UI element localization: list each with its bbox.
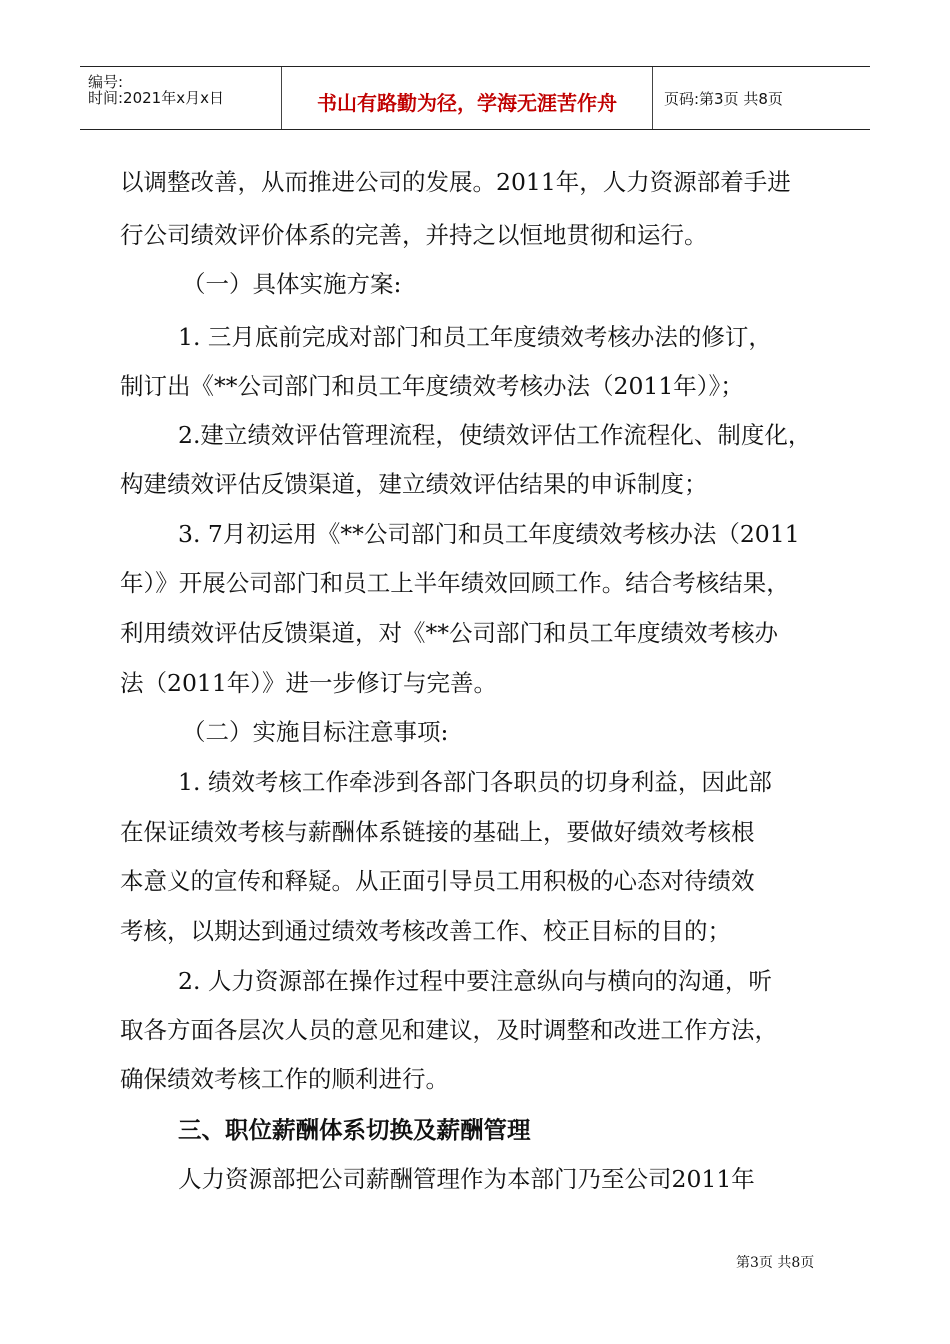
text-line: 制订出《**公司部门和员工年度绩效考核办法（2011年）》； — [120, 372, 744, 400]
text-line: 1. 绩效考核工作牵涉到各部门各职员的切身利益，因此部 — [178, 768, 772, 796]
header-meta — [80, 67, 280, 129]
text-line: 利用绩效评估反馈渠道，对《**公司部门和员工年度绩效考核办 — [120, 619, 778, 647]
text-line: 2.建立绩效评估管理流程，使绩效评估工作流程化、制度化， — [178, 421, 812, 449]
text-line: 年）》开展公司部门和员工上半年绩效回顾工作。结合考核结果， — [120, 569, 790, 597]
text-line: 1. 三月底前完成对部门和员工年度绩效考核办法的修订， — [178, 323, 772, 351]
chapter-heading: 三、职位薪酬体系切换及薪酬管理 — [178, 1116, 531, 1144]
page-header — [80, 66, 870, 130]
section-heading: （二）实施目标注意事项: — [182, 718, 449, 746]
text-line: 确保绩效考核工作的顺利进行。 — [120, 1065, 449, 1093]
text-line: 考核，以期达到通过绩效考核改善工作、校正目标的目的； — [120, 917, 731, 945]
text-line: 取各方面各层次人员的意见和建议，及时调整和改进工作方法， — [120, 1016, 778, 1044]
footer-page-number: 第3页 共8页 — [736, 1255, 815, 1271]
text-line: 3. 7月初运用《**公司部门和员工年度绩效考核办法（2011 — [178, 520, 800, 548]
text-line: 在保证绩效考核与薪酬体系链接的基础上，要做好绩效考核根 — [120, 818, 755, 846]
text-line: 构建绩效评估反馈渠道，建立绩效评估结果的申诉制度； — [120, 470, 708, 498]
header-motto-cell — [281, 67, 653, 129]
motto: 书山有路勤为径，学海无涯苦作舟 — [317, 91, 617, 115]
text-line: 法（2011年）》进一步修订与完善。 — [120, 669, 498, 697]
header-page-label: 页码:第3页 共8页 — [664, 90, 783, 108]
section-heading: （一）具体实施方案: — [182, 270, 402, 298]
text-line: 以调整改善，从而推进公司的发展。2011年，人力资源部着手进 — [120, 168, 791, 196]
text-line: 人力资源部把公司薪酬管理作为本部门乃至公司2011年 — [178, 1165, 755, 1193]
text-line: 行公司绩效评价体系的完善，并持之以恒地贯彻和运行。 — [120, 221, 708, 249]
text-line: 本意义的宣传和释疑。从正面引导员工用积极的心态对待绩效 — [120, 867, 755, 895]
number-label: 编号: — [88, 73, 124, 91]
text-line: 2. 人力资源部在操作过程中要注意纵向与横向的沟通，听 — [178, 967, 772, 995]
header-page-cell — [652, 67, 870, 129]
time-label: 时间:2021年x月x日 — [88, 89, 224, 107]
